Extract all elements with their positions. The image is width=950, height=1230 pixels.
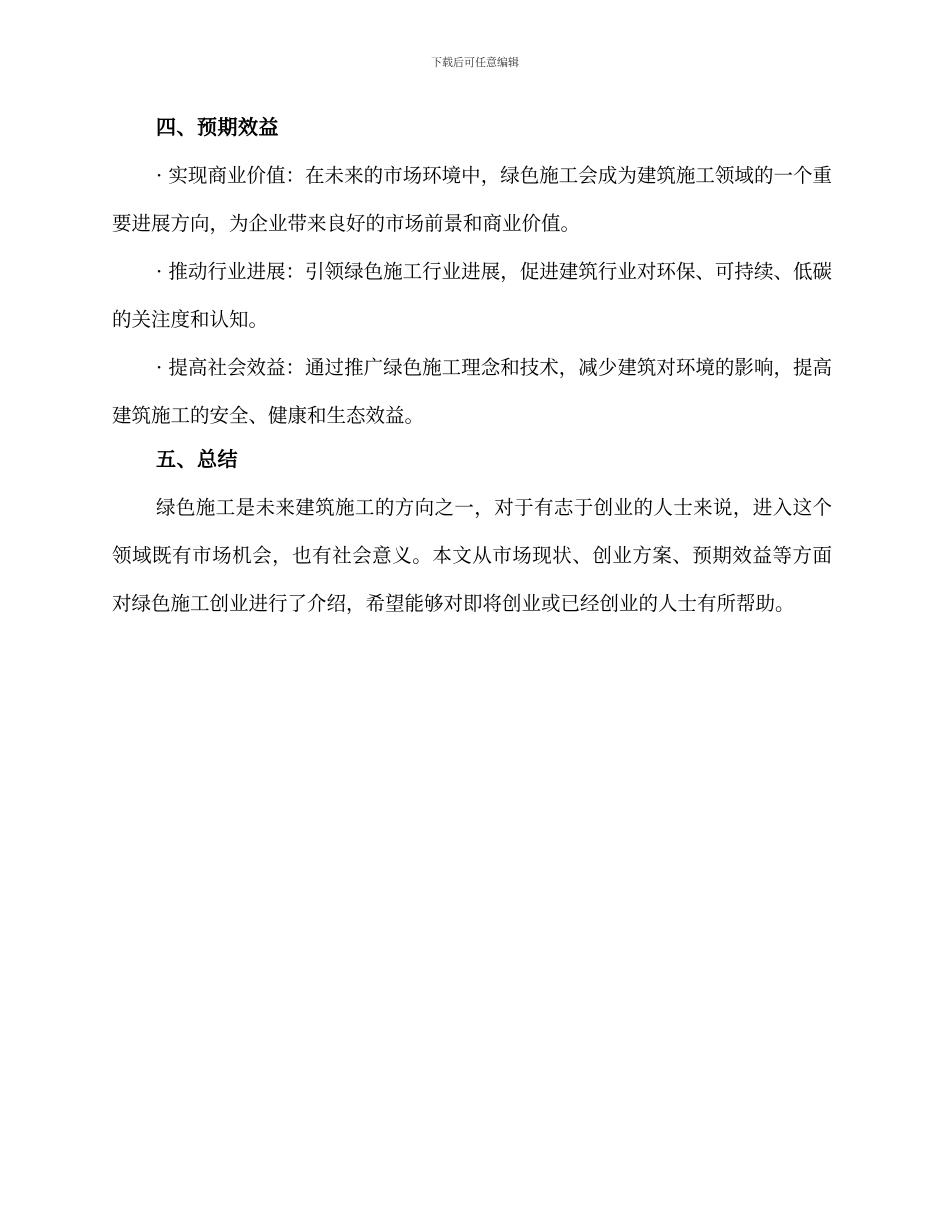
section-4-item-1: · 实现商业价值：在未来的市场环境中，绿色施工会成为建筑施工领域的一个重要进展方向，为企业带来良好的市场前景和商业价值。 xyxy=(112,164,832,235)
document-body xyxy=(112,112,832,628)
section-5-paragraph: 绿色施工是未来建筑施工的方向之一，对于有志于创业的人士来说，进入这个领域既有市场机会，也有社会意义。本文从市场现状、创业方案、预期效益等方面对绿色施工创业进行了介绍，希望能够对即将创业或已经创业的人士有所帮助。 xyxy=(112,496,832,615)
section-4-title: 四、预期效益 xyxy=(156,115,279,139)
section-5-title: 五、总结 xyxy=(156,447,238,471)
section-4-item-3: · 提高社会效益：通过推广绿色施工理念和技术，减少建筑对环境的影响，提高建筑施工的安全、健康和生态效益。 xyxy=(112,356,832,427)
section-4-item-2: · 推动行业进展：引领绿色施工行业进展，促进建筑行业对环保、可持续、低碳的关注度和认知。 xyxy=(112,260,832,331)
page-header: 下载后可任意编辑 xyxy=(431,56,519,69)
